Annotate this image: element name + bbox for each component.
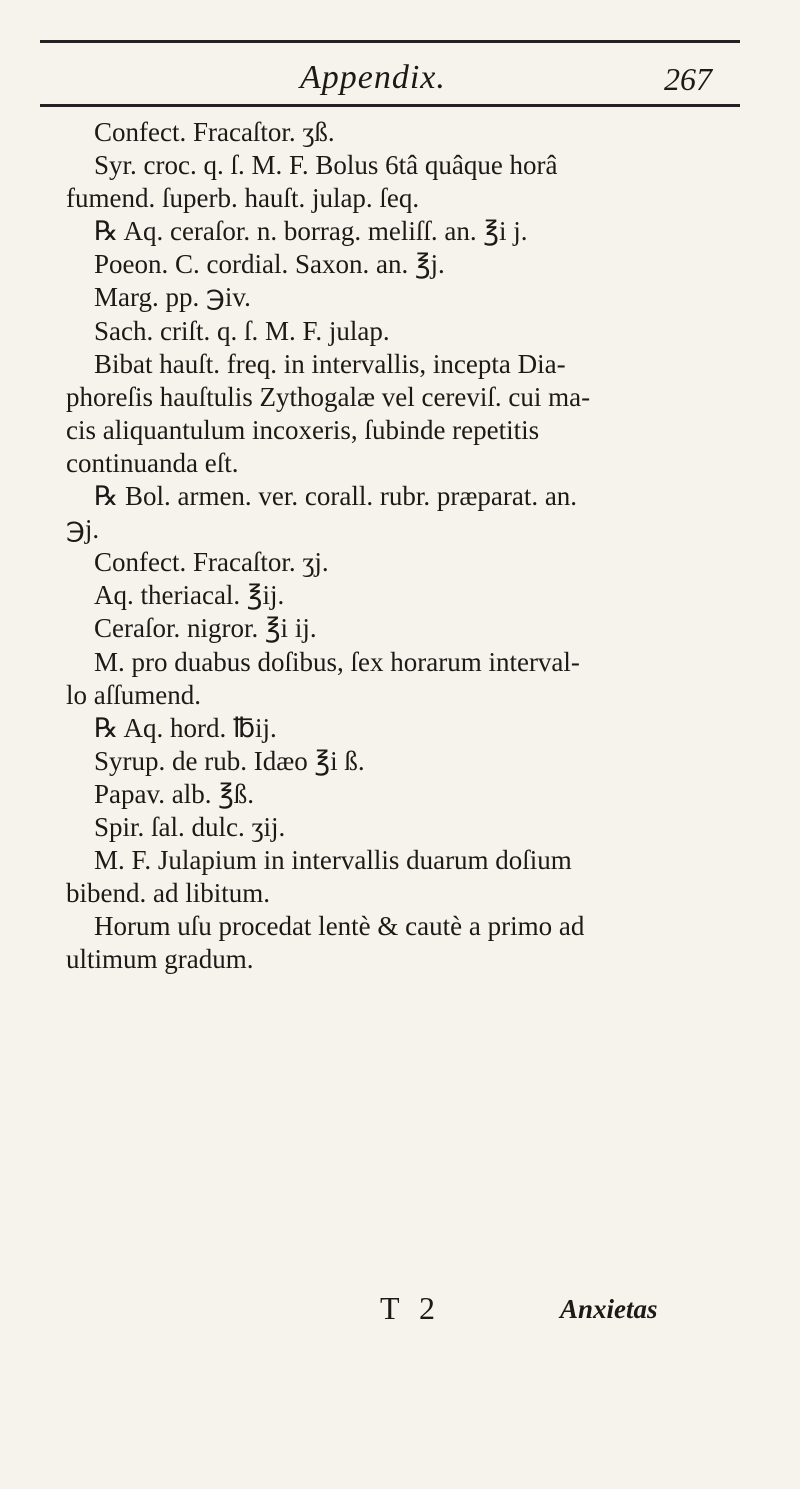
text-line: M. F. Julapium in intervallis duarum doſium [94, 845, 572, 876]
text-line: M. pro duabus doſibus, ſex horarum interval- [94, 646, 580, 677]
text-line: Marg. pp. ℈iv. [94, 282, 251, 313]
text-line: ℞ Aq. hord. ℔ij. [94, 712, 277, 743]
text-line: ℞ Bol. armen. ver. corall. rubr. præparat. an. [94, 481, 578, 512]
text-line: Ceraſor. nigror. ℥i ij. [94, 613, 317, 644]
text-line: Confect. Fracaſtor. ʒj. [94, 547, 329, 578]
text-line: phoreſis hauſtulis Zythogalæ vel cereviſ. cui ma- [66, 381, 591, 412]
text-line: Bibat hauſt. freq. in intervallis, incepta Dia- [94, 348, 566, 379]
text-line: Spir. ſal. dulc. ʒij. [94, 811, 286, 842]
text-line: continuanda eſt. [66, 447, 239, 478]
text-line: ultimum gradum. [66, 944, 254, 975]
signature-mark: T 2 [380, 1290, 441, 1326]
page-number: 267 [664, 61, 712, 97]
running-head: Appendix. [300, 59, 446, 96]
page-header [0, 55, 800, 105]
header-rule [40, 104, 740, 107]
top-border-rule [40, 40, 740, 43]
text-line: Poeon. C. cordial. Saxon. an. ℥j. [94, 249, 445, 280]
text-line: Sach. criſt. q. ſ. M. F. julap. [94, 315, 390, 346]
text-line: Papav. alb. ℥ß. [94, 778, 255, 809]
catchword: Anxietas [560, 1294, 658, 1324]
text-line: Syr. croc. q. ſ. M. F. Bolus 6tâ quâque horâ [94, 150, 558, 181]
page-body [66, 116, 746, 976]
text-line: bibend. ad libitum. [66, 878, 270, 909]
text-line: Horum uſu procedat lentè & cautè a primo ad [94, 911, 585, 942]
page-footer [0, 1290, 800, 1330]
text-line: ℈j. [66, 514, 100, 545]
text-line: fumend. ſuperb. hauſt. julap. ſeq. [66, 183, 420, 214]
text-line: Confect. Fracaſtor. ʒß. [94, 117, 335, 147]
text-line: lo aſſumend. [66, 679, 201, 710]
text-line: Syrup. de rub. Idæo ℥i ß. [94, 745, 365, 776]
text-line: ℞ Aq. ceraſor. n. borrag. meliſſ. an. ℥i j. [94, 216, 528, 247]
text-line: cis aliquantulum incoxeris, ſubinde repetitis [66, 414, 540, 445]
text-line: Aq. theriacal. ℥ij. [94, 580, 285, 611]
